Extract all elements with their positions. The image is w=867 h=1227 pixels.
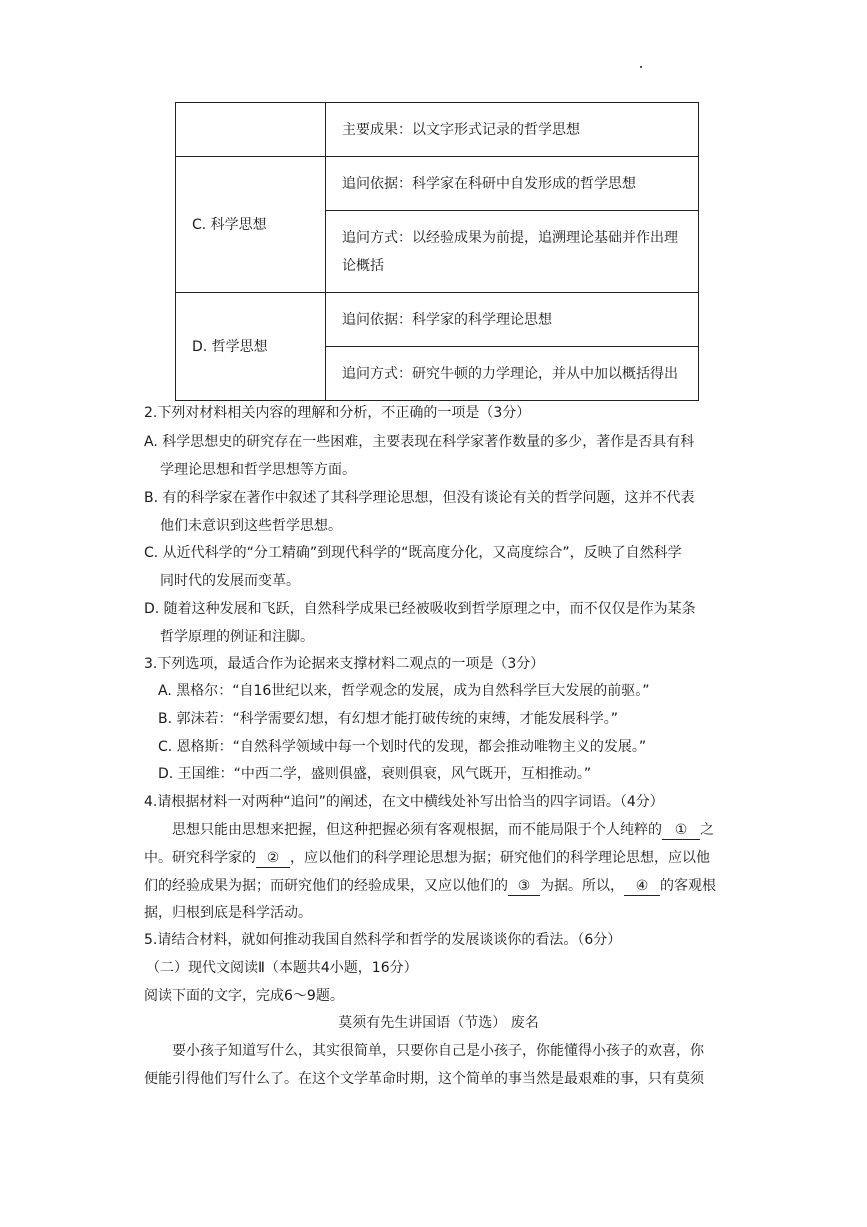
q4-paragraph-line [144,848,710,868]
q3-option-b: B. 郭沫若：“科学需要幻想，有幻想才能打破传统的束缚，才能发展科学。” [158,711,619,727]
blank-1: ① [662,821,700,840]
section-instruction: 阅读下面的文字，完成6～9题。 [144,988,344,1004]
q4-text: ，应以他们的科学理论思想为据；研究他们的科学理论思想，应以他 [290,850,710,866]
q4-paragraph-line [144,876,716,896]
q2-option-a-cont: 学理论思想和哲学思想等方面。 [160,462,356,478]
blank-2: ② [256,849,290,868]
table-row [176,157,699,211]
passage-paragraph-cont: 便能引得他们写什么了。在这个文学革命时期，这个简单的事当然是最艰难的事，只有莫须 [144,1071,704,1087]
q3-option-c: C. 恩格斯：“自然科学领域中每一个划时代的发现，都会推动唯物主义的发展。” [158,739,647,755]
corner-mark [640,66,642,68]
q4-paragraph-line: 据，归根到底是科学活动。 [144,905,312,921]
comparison-table [175,102,699,401]
q3-option-a: A. 黑格尔：“自16世纪以来，哲学观念的发展，成为自然科学巨大发展的前驱。” [158,683,650,699]
table-cell: 追问依据：科学家的科学理论思想 [326,293,699,347]
question-4-stem: 4.请根据材料一对两种“追问”的阐述，在文中横线处补写出恰当的四字词语。（4分） [144,794,664,810]
q2-option-d: D. 随着这种发展和飞跃，自然科学成果已经被吸收到哲学原理之中，而不仅仅是作为某条 [144,601,696,617]
table-row [176,103,699,157]
question-2-stem: 2.下列对材料相关内容的理解和分析，不正确的一项是（3分） [144,405,531,421]
q4-paragraph-line [172,820,714,840]
table-cell: 主要成果：以文字形式记录的哲学思想 [326,103,699,157]
blank-4: ④ [624,877,660,896]
table-row [176,293,699,347]
passage-title: 莫须有先生讲国语（节选） 废名 [338,1015,539,1031]
q2-option-c-cont: 同时代的发展而变革。 [160,573,300,589]
passage-paragraph: 要小孩子知道写什么，其实很简单，只要你自己是小孩子，你能懂得小孩子的欢喜，你 [172,1043,704,1059]
blank-3: ③ [508,877,540,896]
option-c-label: C. 科学思想 [176,157,326,293]
question-5-stem: 5.请结合材料，就如何推动我国自然科学和哲学的发展谈谈你的看法。（6分） [144,932,622,948]
q3-option-d: D. 王国维：“中西二学，盛则俱盛，衰则俱衰，风气既开，互相推动。” [158,766,592,782]
q4-text: 之 [700,822,714,838]
q4-text: 中。研究科学家的 [144,850,256,866]
q4-text: 们的经验成果为据；而研究他们的经验成果，又应以他们的 [144,878,508,894]
q2-option-b-cont: 他们未意识到这些哲学思想。 [160,518,342,534]
q2-option-b: B. 有的科学家在著作中叙述了其科学理论思想，但没有谈论有关的哲学问题，这并不代表 [144,490,695,506]
table-cell: 追问方式：研究牛顿的力学理论，并从中加以概括得出 [326,347,699,401]
q2-option-a: A. 科学思想史的研究存在一些困难，主要表现在科学家著作数量的多少，著作是否具有科 [144,434,695,450]
option-d-label: D. 哲学思想 [176,293,326,401]
q2-option-d-cont: 哲学原理的例证和注脚。 [160,629,314,645]
q4-text: 思想只能由思想来把握，但这种把握必须有客观根据，而不能局限于个人纯粹的 [172,822,662,838]
q4-text: 为据。所以， [540,878,624,894]
table-cell: 追问方式：以经验成果为前提，追溯理论基础并作出理论概括 [326,211,699,293]
q2-option-c: C. 从近代科学的“分工精确”到现代科学的“既高度分化，又高度综合”，反映了自然科学 [144,545,682,561]
table-cell: 追问依据：科学家在科研中自发形成的哲学思想 [326,157,699,211]
section-heading: （二）现代文阅读Ⅱ（本题共4小题，16分） [146,960,418,976]
question-3-stem: 3.下列选项，最适合作为论据来支撑材料二观点的一项是（3分） [144,656,545,672]
table-cell-empty [176,103,326,157]
q4-text: 的客观根 [660,878,716,894]
